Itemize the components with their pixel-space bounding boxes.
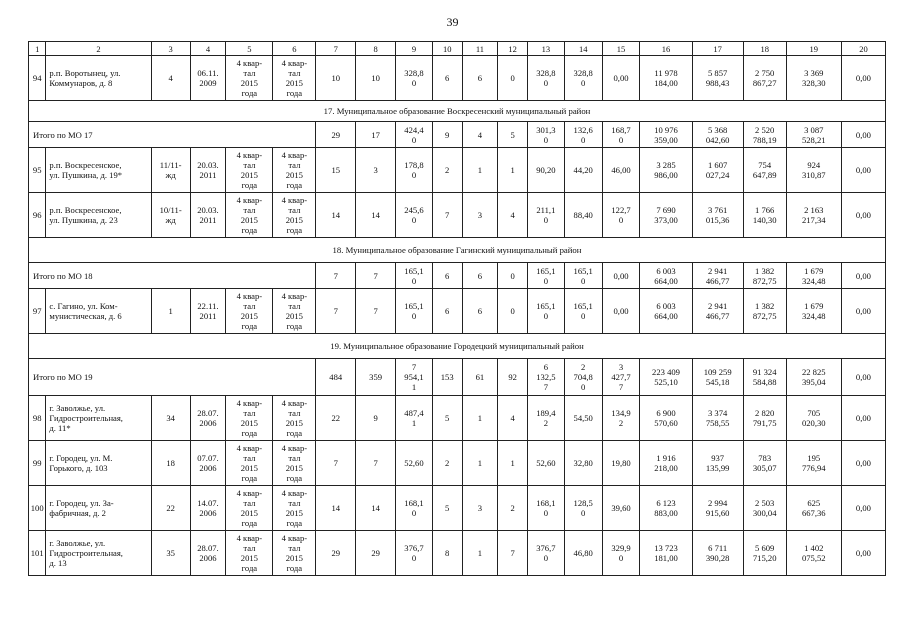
cell: 328,8 0	[564, 56, 602, 101]
cell: 4 квар- тал 2015 года	[226, 486, 273, 531]
cell: 6 123 883,00	[640, 486, 692, 531]
cell: 705 020,30	[786, 396, 841, 441]
header-cell: 2	[46, 42, 151, 56]
address-cell: г. Заволжье, ул. Гидростроительная, д. 13	[46, 531, 151, 576]
table-row	[29, 148, 886, 193]
address-cell: р.п. Воскресенское, ул. Пушкина, д. 19*	[46, 148, 151, 193]
cell: 189,4 2	[527, 396, 564, 441]
cell: 22	[151, 486, 190, 531]
cell: 6 711 390,28	[692, 531, 743, 576]
cell: 168,1 0	[396, 486, 433, 531]
section-title: 17. Муниципальное образование Воскресенский муниципальный район	[29, 101, 886, 122]
header-cell: 4	[190, 42, 226, 56]
header-row	[29, 42, 886, 56]
cell: 10/11- жд	[151, 193, 190, 238]
cell: 7	[356, 289, 396, 334]
cell: 34	[151, 396, 190, 441]
cell: 90,20	[527, 148, 564, 193]
cell: 22 825 395,04	[786, 359, 841, 396]
cell: 14	[316, 486, 356, 531]
total-row	[29, 122, 886, 148]
cell: 61	[462, 359, 498, 396]
cell: 4 квар- тал 2015 года	[226, 531, 273, 576]
row-number: 96	[29, 193, 46, 238]
cell: 128,5 0	[564, 486, 602, 531]
cell: 0	[498, 289, 528, 334]
cell: 4 квар- тал 2015 года	[273, 193, 316, 238]
cell: 0,00	[841, 193, 885, 238]
cell: 22	[316, 396, 356, 441]
cell: 2 750 867,27	[743, 56, 786, 101]
cell: 9	[356, 396, 396, 441]
cell: 2 941 466,77	[692, 263, 743, 289]
cell: 7	[356, 263, 396, 289]
cell: 2 941 466,77	[692, 289, 743, 334]
cell: 484	[316, 359, 356, 396]
cell: 0	[498, 263, 528, 289]
cell: 4 квар- тал 2015 года	[273, 56, 316, 101]
cell: 4 квар- тал 2015 года	[273, 289, 316, 334]
address-cell: г. Заволжье, ул. Гидростроительная, д. 11*	[46, 396, 151, 441]
cell: 52,60	[527, 441, 564, 486]
cell: 1	[498, 441, 528, 486]
cell: 6 132,5 7	[527, 359, 564, 396]
cell: 3 285 986,00	[640, 148, 692, 193]
cell: 376,7 0	[527, 531, 564, 576]
address-cell: с. Гагино, ул. Ком- мунистическая, д. 6	[46, 289, 151, 334]
cell: 0,00	[602, 263, 640, 289]
cell: 165,1 0	[527, 263, 564, 289]
cell: 168,1 0	[527, 486, 564, 531]
header-cell: 14	[564, 42, 602, 56]
cell: 0,00	[841, 263, 885, 289]
cell: 3 761 015,36	[692, 193, 743, 238]
cell: 29	[316, 122, 356, 148]
cell: 6	[462, 56, 498, 101]
cell: 0,00	[602, 289, 640, 334]
cell: 10 976 359,00	[640, 122, 692, 148]
cell: 165,1 0	[564, 289, 602, 334]
cell: 52,60	[396, 441, 433, 486]
header-cell: 8	[356, 42, 396, 56]
cell: 6	[432, 263, 462, 289]
cell: 3	[462, 486, 498, 531]
cell: 1	[498, 148, 528, 193]
date-cell: 22.11. 2011	[190, 289, 226, 334]
cell: 4 квар- тал 2015 года	[273, 148, 316, 193]
cell: 0	[498, 56, 528, 101]
date-cell: 20.03. 2011	[190, 148, 226, 193]
cell: 132,6 0	[564, 122, 602, 148]
cell: 14	[356, 193, 396, 238]
cell: 2 520 788,19	[743, 122, 786, 148]
housing-table	[28, 41, 886, 576]
cell: 4 квар- тал 2015 года	[226, 193, 273, 238]
section-title: 19. Муниципальное образование Городецкий муниципальный район	[29, 334, 886, 359]
cell: 376,7 0	[396, 531, 433, 576]
cell: 13 723 181,00	[640, 531, 692, 576]
cell: 223 409 525,10	[640, 359, 692, 396]
cell: 4	[151, 56, 190, 101]
header-cell: 17	[692, 42, 743, 56]
address-cell: р.п. Воскресенское, ул. Пушкина, д. 23	[46, 193, 151, 238]
cell: 937 135,99	[692, 441, 743, 486]
cell: 6 003 664,00	[640, 263, 692, 289]
cell: 4	[462, 122, 498, 148]
cell: 32,80	[564, 441, 602, 486]
address-cell: г. Городец, ул. М. Горького, д. 103	[46, 441, 151, 486]
cell: 625 667,36	[786, 486, 841, 531]
cell: 0,00	[841, 531, 885, 576]
date-cell: 06.11. 2009	[190, 56, 226, 101]
header-cell: 18	[743, 42, 786, 56]
cell: 924 310,87	[786, 148, 841, 193]
cell: 754 647,89	[743, 148, 786, 193]
header-cell: 12	[498, 42, 528, 56]
cell: 7	[316, 263, 356, 289]
cell: 5 857 988,43	[692, 56, 743, 101]
header-cell: 6	[273, 42, 316, 56]
row-number: 100	[29, 486, 46, 531]
cell: 1 382 872,75	[743, 289, 786, 334]
cell: 2 163 217,34	[786, 193, 841, 238]
cell: 0,00	[841, 396, 885, 441]
table-row	[29, 396, 886, 441]
total-row	[29, 359, 886, 396]
header-cell: 3	[151, 42, 190, 56]
cell: 46,80	[564, 531, 602, 576]
header-cell: 1	[29, 42, 46, 56]
section-title: 18. Муниципальное образование Гагинский муниципальный район	[29, 238, 886, 263]
cell: 1	[462, 148, 498, 193]
cell: 92	[498, 359, 528, 396]
address-cell: р.п. Воротынец, ул. Коммунаров, д. 8	[46, 56, 151, 101]
cell: 2	[432, 441, 462, 486]
cell: 3 374 758,55	[692, 396, 743, 441]
header-cell: 15	[602, 42, 640, 56]
cell: 10	[316, 56, 356, 101]
cell: 14	[316, 193, 356, 238]
cell: 11/11- жд	[151, 148, 190, 193]
cell: 88,40	[564, 193, 602, 238]
cell: 6	[462, 289, 498, 334]
cell: 4 квар- тал 2015 года	[273, 441, 316, 486]
cell: 6	[432, 56, 462, 101]
cell: 4 квар- тал 2015 года	[273, 486, 316, 531]
cell: 195 776,94	[786, 441, 841, 486]
cell: 3 369 328,30	[786, 56, 841, 101]
cell: 44,20	[564, 148, 602, 193]
table-row	[29, 56, 886, 101]
cell: 1 766 140,30	[743, 193, 786, 238]
table-row	[29, 531, 886, 576]
date-cell: 07.07. 2006	[190, 441, 226, 486]
cell: 178,8 0	[396, 148, 433, 193]
cell: 7	[498, 531, 528, 576]
cell: 245,6 0	[396, 193, 433, 238]
cell: 4 квар- тал 2015 года	[226, 289, 273, 334]
cell: 0,00	[841, 122, 885, 148]
cell: 0,00	[841, 289, 885, 334]
cell: 8	[432, 531, 462, 576]
cell: 6	[432, 289, 462, 334]
cell: 153	[432, 359, 462, 396]
cell: 15	[316, 148, 356, 193]
cell: 2 704,8 0	[564, 359, 602, 396]
cell: 3 087 528,21	[786, 122, 841, 148]
page-number: 39	[446, 15, 459, 29]
row-number: 94	[29, 56, 46, 101]
total-label: Итого по МО 17	[29, 122, 316, 148]
section-row	[29, 334, 886, 359]
cell: 7 690 373,00	[640, 193, 692, 238]
cell: 0,00	[841, 148, 885, 193]
cell: 329,9 0	[602, 531, 640, 576]
cell: 1 916 218,00	[640, 441, 692, 486]
cell: 328,8 0	[527, 56, 564, 101]
date-cell: 20.03. 2011	[190, 193, 226, 238]
cell: 18	[151, 441, 190, 486]
header-cell: 5	[226, 42, 273, 56]
cell: 11 978 184,00	[640, 56, 692, 101]
cell: 19,80	[602, 441, 640, 486]
cell: 109 259 545,18	[692, 359, 743, 396]
date-cell: 28.07. 2006	[190, 531, 226, 576]
row-number: 97	[29, 289, 46, 334]
row-number: 95	[29, 148, 46, 193]
cell: 301,3 0	[527, 122, 564, 148]
cell: 14	[356, 486, 396, 531]
cell: 424,4 0	[396, 122, 433, 148]
cell: 7	[356, 441, 396, 486]
cell: 5	[432, 486, 462, 531]
cell: 2	[432, 148, 462, 193]
cell: 165,1 0	[564, 263, 602, 289]
cell: 165,1 0	[527, 289, 564, 334]
cell: 4 квар- тал 2015 года	[226, 396, 273, 441]
cell: 3	[356, 148, 396, 193]
cell: 6	[462, 263, 498, 289]
cell: 5	[498, 122, 528, 148]
cell: 46,00	[602, 148, 640, 193]
cell: 4	[498, 193, 528, 238]
header-cell: 19	[786, 42, 841, 56]
cell: 487,4 1	[396, 396, 433, 441]
cell: 7	[432, 193, 462, 238]
table-row	[29, 289, 886, 334]
cell: 7	[316, 289, 356, 334]
cell: 10	[356, 56, 396, 101]
header-cell: 16	[640, 42, 692, 56]
total-row	[29, 263, 886, 289]
header-cell: 11	[462, 42, 498, 56]
cell: 122,7 0	[602, 193, 640, 238]
header-cell: 9	[396, 42, 433, 56]
cell: 5	[432, 396, 462, 441]
table-row	[29, 441, 886, 486]
cell: 1	[462, 441, 498, 486]
cell: 1 679 324,48	[786, 263, 841, 289]
total-label: Итого по МО 18	[29, 263, 316, 289]
cell: 359	[356, 359, 396, 396]
cell: 6 003 664,00	[640, 289, 692, 334]
cell: 0,00	[841, 486, 885, 531]
cell: 1	[462, 396, 498, 441]
cell: 0,00	[841, 441, 885, 486]
table-row	[29, 486, 886, 531]
cell: 7 954,1 1	[396, 359, 433, 396]
cell: 3 427,7 7	[602, 359, 640, 396]
row-number: 101	[29, 531, 46, 576]
cell: 168,7 0	[602, 122, 640, 148]
cell: 4 квар- тал 2015 года	[273, 396, 316, 441]
cell: 165,1 0	[396, 289, 433, 334]
cell: 2 820 791,75	[743, 396, 786, 441]
cell: 3	[462, 193, 498, 238]
cell: 783 305,07	[743, 441, 786, 486]
header-cell: 20	[841, 42, 885, 56]
cell: 328,8 0	[396, 56, 433, 101]
header-cell: 13	[527, 42, 564, 56]
cell: 54,50	[564, 396, 602, 441]
cell: 5 368 042,60	[692, 122, 743, 148]
cell: 2	[498, 486, 528, 531]
date-cell: 28.07. 2006	[190, 396, 226, 441]
cell: 29	[316, 531, 356, 576]
cell: 2 994 915,60	[692, 486, 743, 531]
cell: 4 квар- тал 2015 года	[273, 531, 316, 576]
cell: 211,1 0	[527, 193, 564, 238]
cell: 9	[432, 122, 462, 148]
cell: 91 324 584,88	[743, 359, 786, 396]
cell: 2 503 300,04	[743, 486, 786, 531]
cell: 4 квар- тал 2015 года	[226, 56, 273, 101]
cell: 1 607 027,24	[692, 148, 743, 193]
cell: 39,60	[602, 486, 640, 531]
cell: 165,1 0	[396, 263, 433, 289]
header-cell: 10	[432, 42, 462, 56]
cell: 5 609 715,20	[743, 531, 786, 576]
cell: 134,9 2	[602, 396, 640, 441]
cell: 4	[498, 396, 528, 441]
date-cell: 14.07. 2006	[190, 486, 226, 531]
section-row	[29, 101, 886, 122]
cell: 1	[151, 289, 190, 334]
cell: 4 квар- тал 2015 года	[226, 148, 273, 193]
cell: 35	[151, 531, 190, 576]
total-label: Итого по МО 19	[29, 359, 316, 396]
row-number: 98	[29, 396, 46, 441]
cell: 6 900 570,60	[640, 396, 692, 441]
cell: 0,00	[841, 56, 885, 101]
section-row	[29, 238, 886, 263]
cell: 1	[462, 531, 498, 576]
cell: 1 679 324,48	[786, 289, 841, 334]
cell: 0,00	[602, 56, 640, 101]
cell: 7	[316, 441, 356, 486]
cell: 29	[356, 531, 396, 576]
cell: 1 402 075,52	[786, 531, 841, 576]
address-cell: г. Городец, ул. За- фабричная, д. 2	[46, 486, 151, 531]
cell: 0,00	[841, 359, 885, 396]
cell: 4 квар- тал 2015 года	[226, 441, 273, 486]
header-cell: 7	[316, 42, 356, 56]
cell: 1 382 872,75	[743, 263, 786, 289]
row-number: 99	[29, 441, 46, 486]
cell: 17	[356, 122, 396, 148]
table-row	[29, 193, 886, 238]
